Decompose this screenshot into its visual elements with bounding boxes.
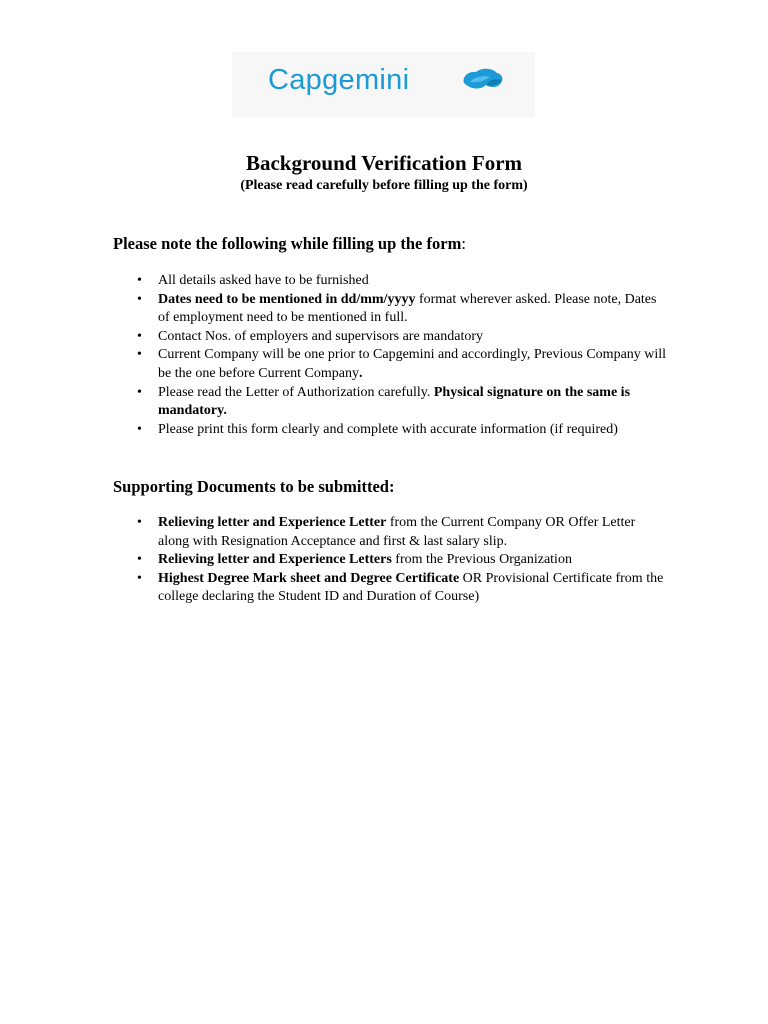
list-item-bold-text: Relieving letter and Experience Letters [158,552,392,568]
notes-list [158,272,668,439]
list-item [158,514,668,551]
list-item-text: Current Company will be one prior to Capgemini and accordingly, Previous Company will be the one before Current Company [158,347,667,381]
list-item [158,272,668,291]
list-item [158,421,668,440]
notes-heading-colon: : [461,234,466,253]
list-item [158,291,668,328]
form-subtitle: (Please read carefully before filling up the form) [240,178,528,193]
list-item-bold-text: Physical signature on the same is mandatory. [158,384,631,419]
list-item-text: OR Provisional Certificate from the college declaring the Student ID and Duration of Course) [158,570,664,605]
list-item-bold-text: Relieving letter and Experience Letter [158,515,387,530]
notes-heading-text: Please note the following while filling up the form [113,234,462,253]
capgemini-spade-icon [460,66,504,92]
list-item [158,346,668,383]
list-item-text: All details asked have to be furnished [158,273,369,288]
list-item [158,384,668,421]
company-logo-text: Capgemini [268,64,410,96]
list-item-text: Contact Nos. of employers and supervisors are mandatory [158,328,484,344]
form-title: Background Verification Form [245,151,523,175]
list-item-text: format wherever asked. Please note, Dates of employment need to be mentioned in full. [158,291,657,326]
list-item [158,328,668,347]
documents-list [158,514,668,607]
list-item-bold-text: Highest Degree Mark sheet and Degree Certificate [158,570,460,586]
list-item-text: from the Previous Organization [391,552,572,568]
documents-heading: Supporting Documents to be submitted: [113,477,395,496]
list-item-text: Please print this form clearly and complete with accurate information (if required) [158,421,618,437]
list-item-text: from the Current Company OR Offer Letter along with Resignation Acceptance and first & last salary slip. [158,515,636,549]
notes-heading [113,233,466,255]
list-item [158,551,668,570]
list-item [158,570,668,607]
list-item-bold-text: . [359,365,363,381]
list-item-text: Please read the Letter of Authorization carefully. [158,384,434,400]
list-item-bold-text: Dates need to be mentioned in dd/mm/yyyy [158,291,416,307]
